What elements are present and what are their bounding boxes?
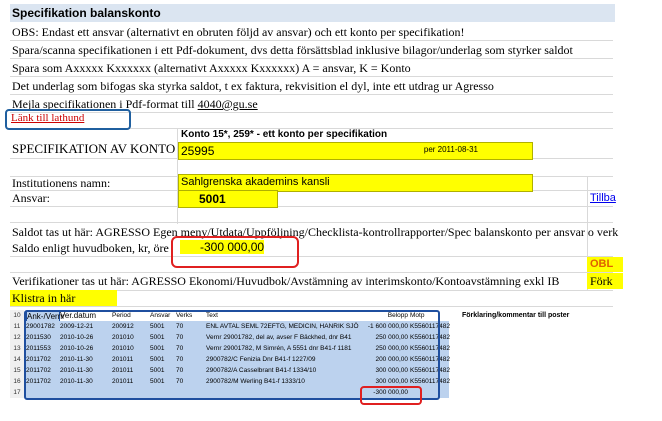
table-cell: 2010-11-30 xyxy=(60,356,93,363)
gridline xyxy=(10,222,613,223)
row-number: 14 xyxy=(10,354,24,365)
table-cell: 5001 xyxy=(150,367,165,374)
table-cell: 5001 xyxy=(150,323,165,330)
pasted-table xyxy=(10,310,570,404)
page-title xyxy=(10,4,615,22)
table-cell: 70 xyxy=(176,323,184,330)
table-cell: 201010 xyxy=(112,334,134,341)
table-cell: ENL AVTAL SEML 72EFTG, MEDICIN, HANRIK SJÖ xyxy=(206,323,359,330)
table-cell: 200912 xyxy=(112,323,134,330)
gridline xyxy=(10,306,613,307)
ansvar-field[interactable] xyxy=(178,190,278,208)
table-cell: 70 xyxy=(176,356,184,363)
table-cell: 300 000,00 xyxy=(375,378,408,385)
gridline xyxy=(10,206,613,207)
table-header-cell: Ver.datum xyxy=(60,311,97,320)
row-number: 17 xyxy=(10,387,24,398)
table-header-cell: Text xyxy=(206,312,218,319)
table-cell: 2011702 xyxy=(26,356,51,363)
table-cell: 70 xyxy=(176,345,184,352)
table-cell: 2900782/A Casselbrant B41-f 1334/10 xyxy=(206,367,317,374)
table-cell: 2010-11-30 xyxy=(60,367,93,374)
row-number: 15 xyxy=(10,365,24,376)
table-cell: K5560117482 xyxy=(410,323,451,330)
table-cell: 300 000,00 xyxy=(375,367,408,374)
gridline xyxy=(10,40,613,41)
table-cell: 70 xyxy=(176,378,184,385)
obl-text: OBL xyxy=(590,258,614,270)
ansvar-label: Ansvar: xyxy=(12,191,50,205)
spec-period: per 2011-08-31 xyxy=(423,145,478,154)
instruction-3: Spara som Axxxxx Kxxxxxx (alternativt Axxxxx Kxxxxxx) A = ansvar, K = Konto xyxy=(12,61,411,75)
gridline xyxy=(10,94,613,95)
instruction-2-text: Spara/scanna specifikationen i ett Pdf-dokument, dvs detta försättsblad inklusive bilagor/underlag som styrker saldot xyxy=(12,43,573,57)
spec-label: SPECIFIKATION AV KONTO xyxy=(12,141,176,156)
table-cell: -1 600 000,00 xyxy=(367,323,408,330)
table-header-cell: Period xyxy=(112,312,131,319)
row-number: 16 xyxy=(10,376,24,387)
total-highlight xyxy=(360,386,422,405)
table-cell: 201011 xyxy=(112,367,134,374)
table-cell: 2009-12-21 xyxy=(60,323,94,330)
table-cell: Vernr 29001782, M Simrén, A 5551 dnr B41-f 1181 xyxy=(206,345,352,352)
gridline xyxy=(10,256,613,257)
mail-prefix: Mejla specifikationen i Pdf-format till xyxy=(12,97,198,111)
klistra-cell[interactable] xyxy=(10,290,117,306)
table-cell: 201010 xyxy=(112,345,134,352)
row-number: 13 xyxy=(10,343,24,354)
table-cell: 2011553 xyxy=(26,345,51,352)
table-cell: 2011530 xyxy=(26,334,51,341)
row-number: 10 xyxy=(10,310,24,321)
table-cell: K5560117482 xyxy=(410,334,451,341)
table-cell: Vernr 29001782, del av, avser F Bäckhed, dnr B41 xyxy=(206,334,352,341)
mail-link[interactable]: 4040@gu.se xyxy=(197,97,258,111)
instruction-4: Det underlag som bifogas ska styrka saldot, t ex faktura, rekvisition el dyl, inte ett utdrag ur Agresso xyxy=(12,79,494,93)
table-cell: 70 xyxy=(176,334,184,341)
row-number: 12 xyxy=(10,332,24,343)
table-cell: 2010-10-26 xyxy=(60,334,94,341)
saldo-path: Saldot tas ut här: AGRESSO Egen meny/Utdata/Uppföljning/Checklista-kontrollrapporter/Spec balanskonto per ansvar o verk xyxy=(12,225,619,239)
table-cell: 2010-10-26 xyxy=(60,345,94,352)
gridline xyxy=(10,58,613,59)
klistra-text: Klistra in här xyxy=(12,291,76,305)
table-cell: 2900782/M Werling B41-f 1333/10 xyxy=(206,378,305,385)
inst-label: Institutionens namn: xyxy=(12,176,111,190)
lathund-link[interactable]: Länk till lathund xyxy=(11,112,85,124)
table-cell: 2011702 xyxy=(26,367,51,374)
table-cell: 5001 xyxy=(150,378,165,385)
table-header-cell: Verks xyxy=(176,312,193,319)
table-cell: 201011 xyxy=(112,378,134,385)
spec-konto-value: 25995 xyxy=(181,144,215,158)
table-cell: 201011 xyxy=(112,356,134,363)
table-cell: K5560117482 xyxy=(410,367,451,374)
spec-konto-field[interactable] xyxy=(178,142,533,160)
table-header-cell: Ansvar xyxy=(150,312,171,319)
instruction-1: OBS: Endast ett ansvar (alternativt en obruten följd av ansvar) och ett konto per specifikation! xyxy=(12,25,465,39)
saldo-highlight xyxy=(171,236,299,268)
row-number: 11 xyxy=(10,321,24,332)
table-cell: 29001782 xyxy=(26,323,55,330)
saldo-value: -300 000,00 xyxy=(200,240,265,254)
ansvar-value: 5001 xyxy=(199,192,226,206)
table-cell: 2010-11-30 xyxy=(60,378,93,385)
table-cell: 250 000,00 xyxy=(375,334,408,341)
instruction-2 xyxy=(12,42,573,58)
verif-path: Verifikationer tas ut här: AGRESSO Ekonomi/Huvudbok/Avstämning av interimskonto/Kontoavstämning exkl IB xyxy=(12,274,560,288)
konto-header: Konto 15*, 259* - ett konto per specifikation xyxy=(181,129,388,140)
table-cell: K5560117482 xyxy=(410,356,451,363)
table-cell: -300 000,00 xyxy=(373,389,408,396)
table-cell: 5001 xyxy=(150,356,165,363)
gridline xyxy=(10,76,613,77)
table-cell: 70 xyxy=(176,367,184,374)
table-cell: 200 000,00 xyxy=(375,356,408,363)
tillbaka-link[interactable]: Tillba xyxy=(590,192,616,204)
table-cell: 2900782/C Fenizia Dnr B41-f 1227/09 xyxy=(206,356,316,363)
table-cell: K5560117482 xyxy=(410,345,451,352)
obl-cell xyxy=(587,257,623,272)
inst-value: Sahlgrenska akademins kansli xyxy=(181,176,330,188)
comment-header: Förklaring/kommentar till poster xyxy=(462,312,570,319)
table-header-cell: Ank-/Vernr xyxy=(27,312,65,321)
table-cell: 5001 xyxy=(150,334,165,341)
forkl-text: Förk xyxy=(590,274,613,288)
table-cell: 250 000,00 xyxy=(375,345,408,352)
table-cell: 5001 xyxy=(150,345,165,352)
table-header-cell: Belopp xyxy=(387,312,408,319)
forkl-cell xyxy=(587,273,623,289)
page-title-text: Specifikation balanskonto xyxy=(12,6,161,20)
table-cell: 2011702 xyxy=(26,378,51,385)
table-header-cell: Motp xyxy=(410,312,425,319)
saldo-label: Saldo enligt huvudboken, kr, öre xyxy=(12,241,169,255)
table-cell: K5560117482 xyxy=(410,378,451,385)
